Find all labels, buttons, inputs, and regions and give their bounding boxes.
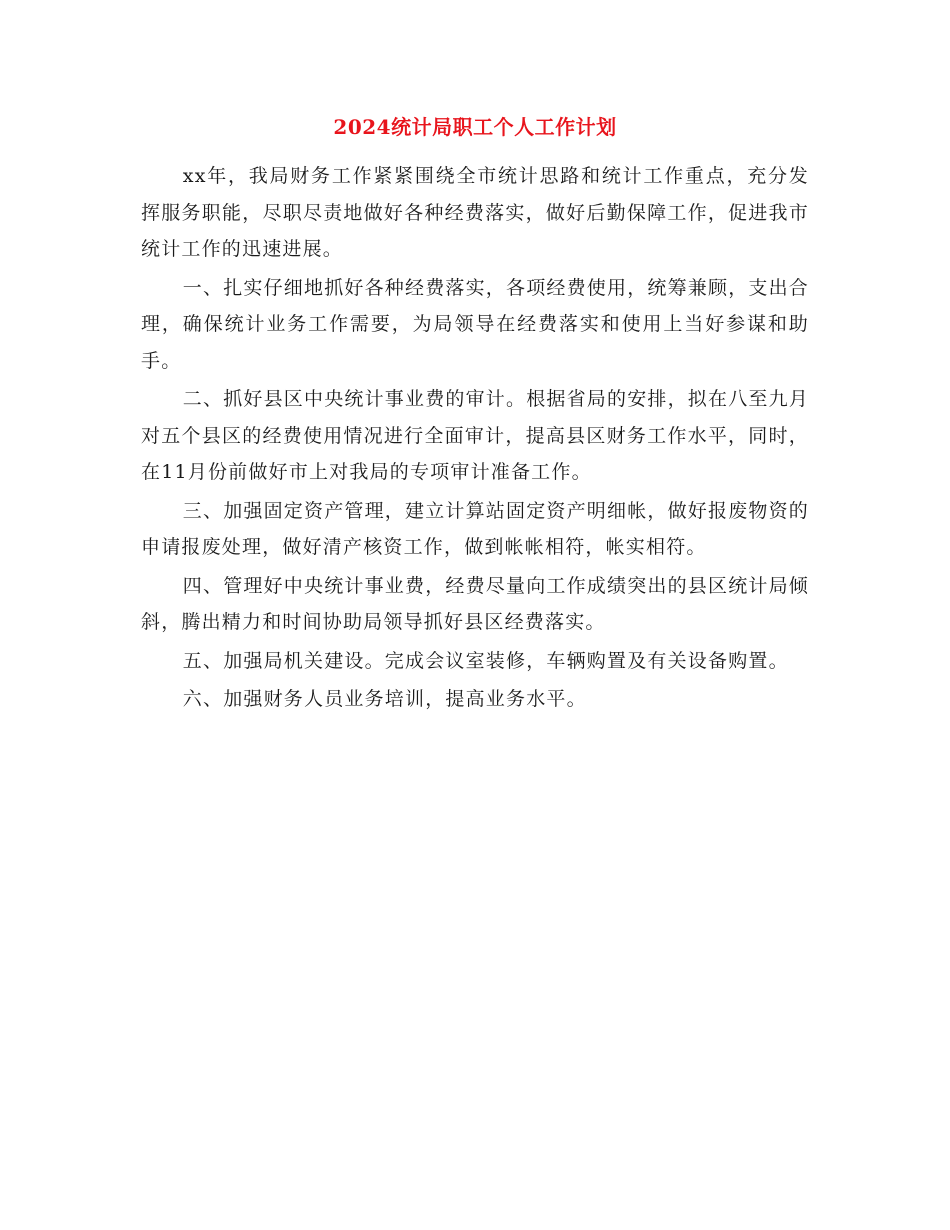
plan-item-2: 二、抓好县区中央统计事业费的审计。根据省局的安排，拟在八至九月对五个县区的经费使用情况进行全面审计，提高县区财务工作水平，同时，在11月份前做好市上对我局的专项审计准备工作。 (141, 388, 809, 483)
plan-item-4: 四、管理好中央统计事业费，经费尽量向工作成绩突出的县区统计局倾斜，腾出精力和时间协助局领导抓好县区经费落实。 (141, 574, 809, 633)
plan-item-1: 一、扎实仔细地抓好各种经费落实，各项经费使用，统筹兼顾，支出合理，确保统计业务工作需要，为局领导在经费落实和使用上当好参谋和助手。 (141, 276, 809, 372)
plan-item-5: 五、加强局机关建设。完成会议室装修，车辆购置及有关设备购置。 (182, 649, 789, 672)
document-title: 2024统计局职工个人工作计划 (333, 115, 617, 139)
plan-item-3: 三、加强固定资产管理，建立计算站固定资产明细帐，做好报废物资的申请报废处理，做好清产核资工作，做到帐帐相符，帐实相符。 (141, 499, 809, 558)
document-body (141, 158, 809, 720)
intro-paragraph: xx年，我局财务工作紧紧围绕全市统计思路和统计工作重点，充分发挥服务职能，尽职尽责地做好各种经费落实，做好后勤保障工作，促进我市统计工作的迅速进展。 (141, 165, 809, 260)
plan-item-6: 六、加强财务人员业务培训，提高业务水平。 (182, 688, 587, 710)
